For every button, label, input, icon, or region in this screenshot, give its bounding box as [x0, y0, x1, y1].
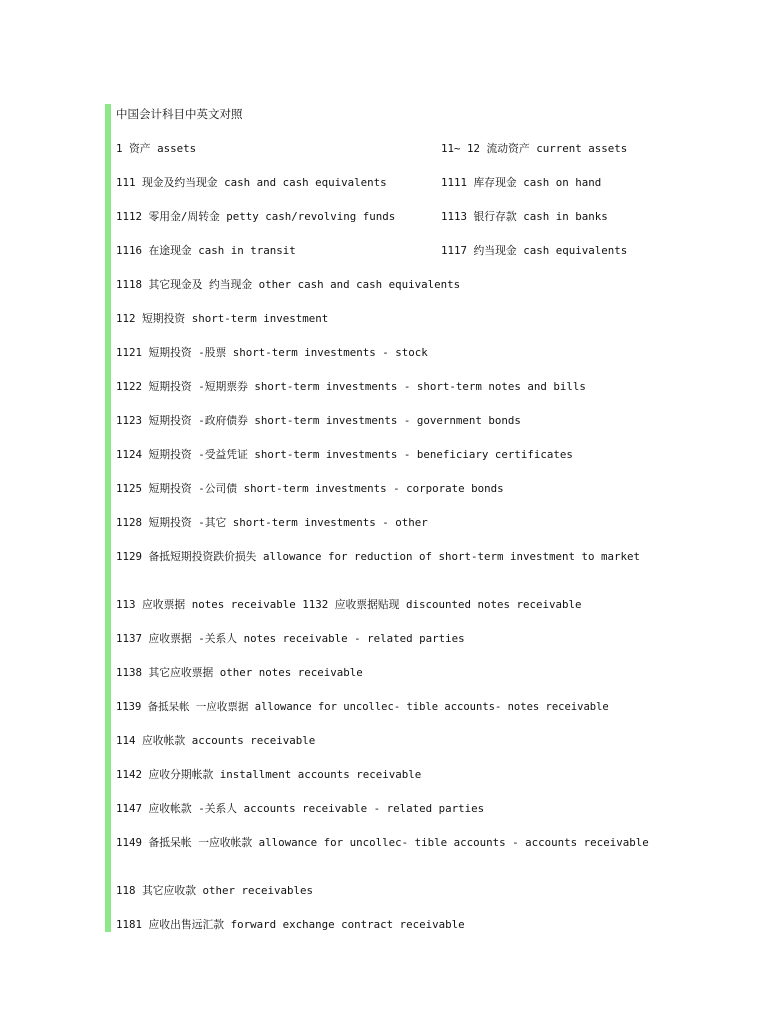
list-item: 113 应收票据 notes receivable 1132 应收票据贴现 discounted notes receivable — [116, 598, 582, 611]
list-item: 1149 备抵呆帐 一应收帐款 allowance for uncollec- tible accounts - accounts receivable — [116, 836, 649, 849]
list-item: 1138 其它应收票据 other notes receivable — [116, 666, 363, 679]
row-1-right: 11~ 12 流动资产 current assets — [441, 142, 628, 155]
list-item: 1129 备抵短期投资跌价损失 allowance for reduction of short-term investment to market — [116, 550, 640, 563]
row-4-right: 1117 约当现金 cash equivalents — [441, 244, 628, 257]
list-item: 1147 应收帐款 -关系人 accounts receivable - related parties — [116, 802, 485, 815]
list-item: 114 应收帐款 accounts receivable — [116, 734, 316, 747]
list-item: 1118 其它现金及 约当现金 other cash and cash equivalents — [116, 278, 461, 291]
list-item: 1181 应收出售远汇款 forward exchange contract receivable — [116, 918, 465, 931]
row-2-right: 1111 库存现金 cash on hand — [441, 176, 602, 189]
row-3-right: 1113 银行存款 cash in banks — [441, 210, 608, 223]
row-1-left: 1 资产 assets — [116, 142, 197, 155]
list-item: 1123 短期投资 -政府债券 short-term investments - government bonds — [116, 414, 521, 427]
accent-bar — [105, 104, 111, 932]
list-item: 1121 短期投资 -股票 short-term investments - stock — [116, 346, 428, 359]
list-item: 1137 应收票据 -关系人 notes receivable - related parties — [116, 632, 465, 645]
document-title: 中国会计科目中英文对照 — [116, 107, 243, 121]
list-item: 1139 备抵呆帐 一应收票据 allowance for uncollec- tible accounts- notes receivable — [116, 701, 609, 713]
list-item: 118 其它应收款 other receivables — [116, 884, 313, 897]
list-item: 1128 短期投资 -其它 short-term investments - other — [116, 516, 428, 529]
list-item: 112 短期投资 short-term investment — [116, 312, 329, 325]
row-3-left: 1112 零用金/周转金 petty cash/revolving funds — [116, 210, 396, 223]
list-item: 1125 短期投资 -公司债 short-term investments - corporate bonds — [116, 482, 504, 495]
row-4-left: 1116 在途现金 cash in transit — [116, 244, 296, 257]
list-item: 1124 短期投资 -受益凭证 short-term investments - beneficiary certificates — [116, 448, 573, 461]
row-2-left: 111 现金及约当现金 cash and cash equivalents — [116, 176, 387, 189]
list-item: 1142 应收分期帐款 installment accounts receivable — [116, 768, 422, 781]
list-item: 1122 短期投资 -短期票券 short-term investments - short-term notes and bills — [116, 380, 586, 393]
